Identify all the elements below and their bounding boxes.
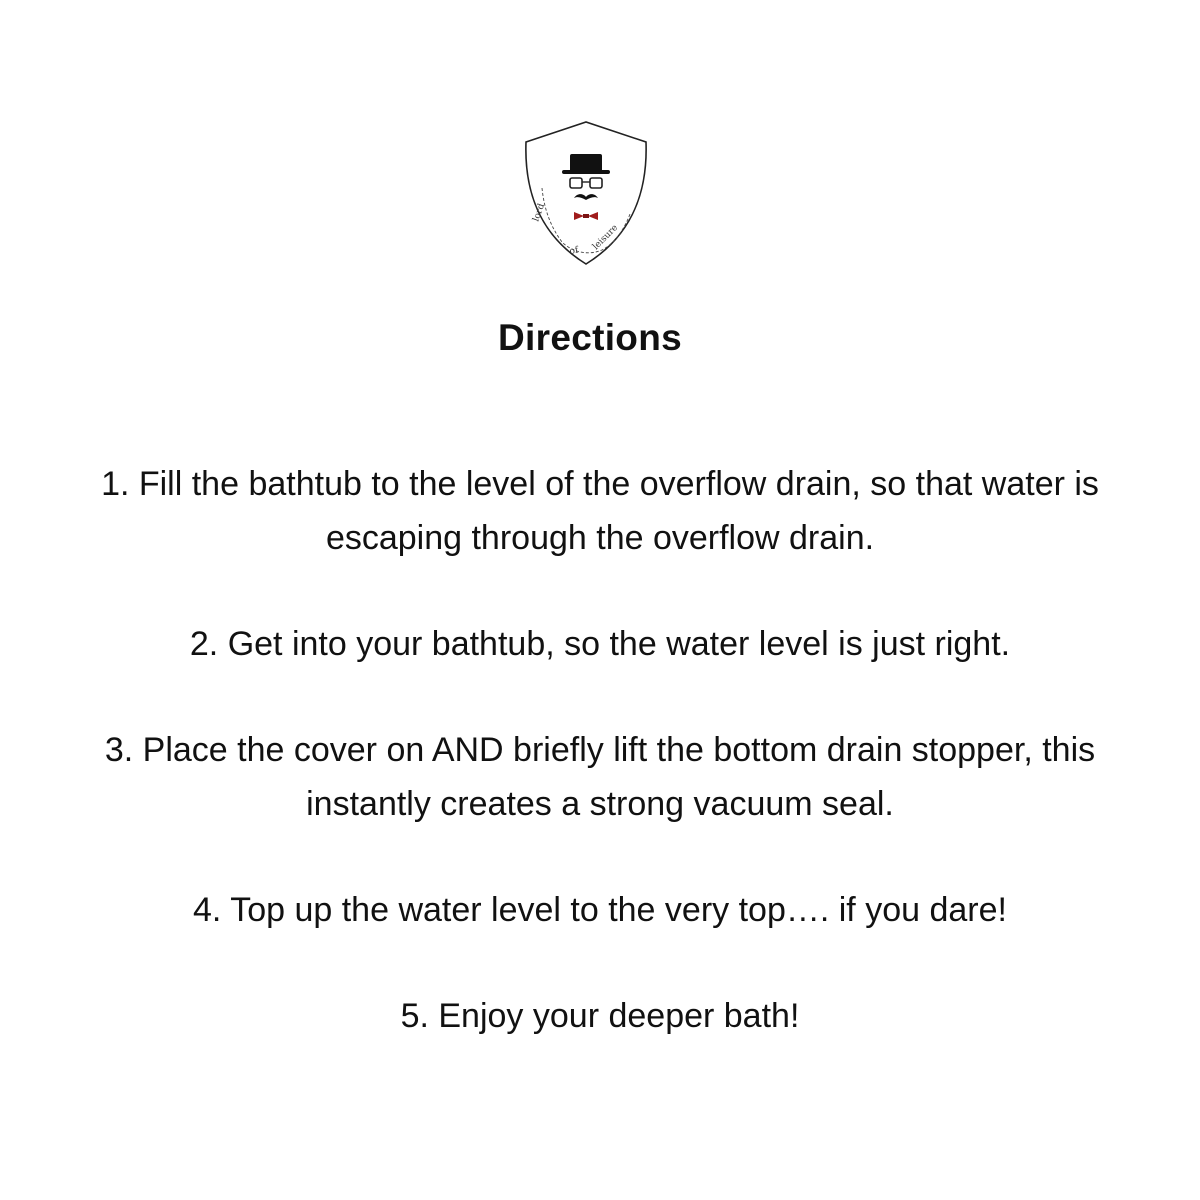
direction-step-2: 2. Get into your bathtub, so the water level is just right. xyxy=(189,625,1011,663)
direction-step-5: 5. Enjoy your deeper bath! xyxy=(400,997,800,1035)
page-title: Directions xyxy=(498,317,682,358)
directions-list xyxy=(100,457,1100,1095)
svg-text:of: of xyxy=(568,245,580,257)
shield-crest-gentleman-icon xyxy=(518,118,654,268)
svg-text:leisure: leisure xyxy=(591,223,621,253)
svg-text:lord: lord xyxy=(531,202,548,224)
direction-step-4: 4. Top up the water level to the very top…. if you dare! xyxy=(193,891,1007,929)
direction-step-3: 3. Place the cover on AND briefly lift the bottom drain stopper, this instantly creates a strong vacuum seal. xyxy=(104,731,1096,823)
direction-step-1: 1. Fill the bathtub to the level of the overflow drain, so that water is escaping through the overflow drain. xyxy=(101,465,1099,557)
brand-logo xyxy=(518,118,654,268)
